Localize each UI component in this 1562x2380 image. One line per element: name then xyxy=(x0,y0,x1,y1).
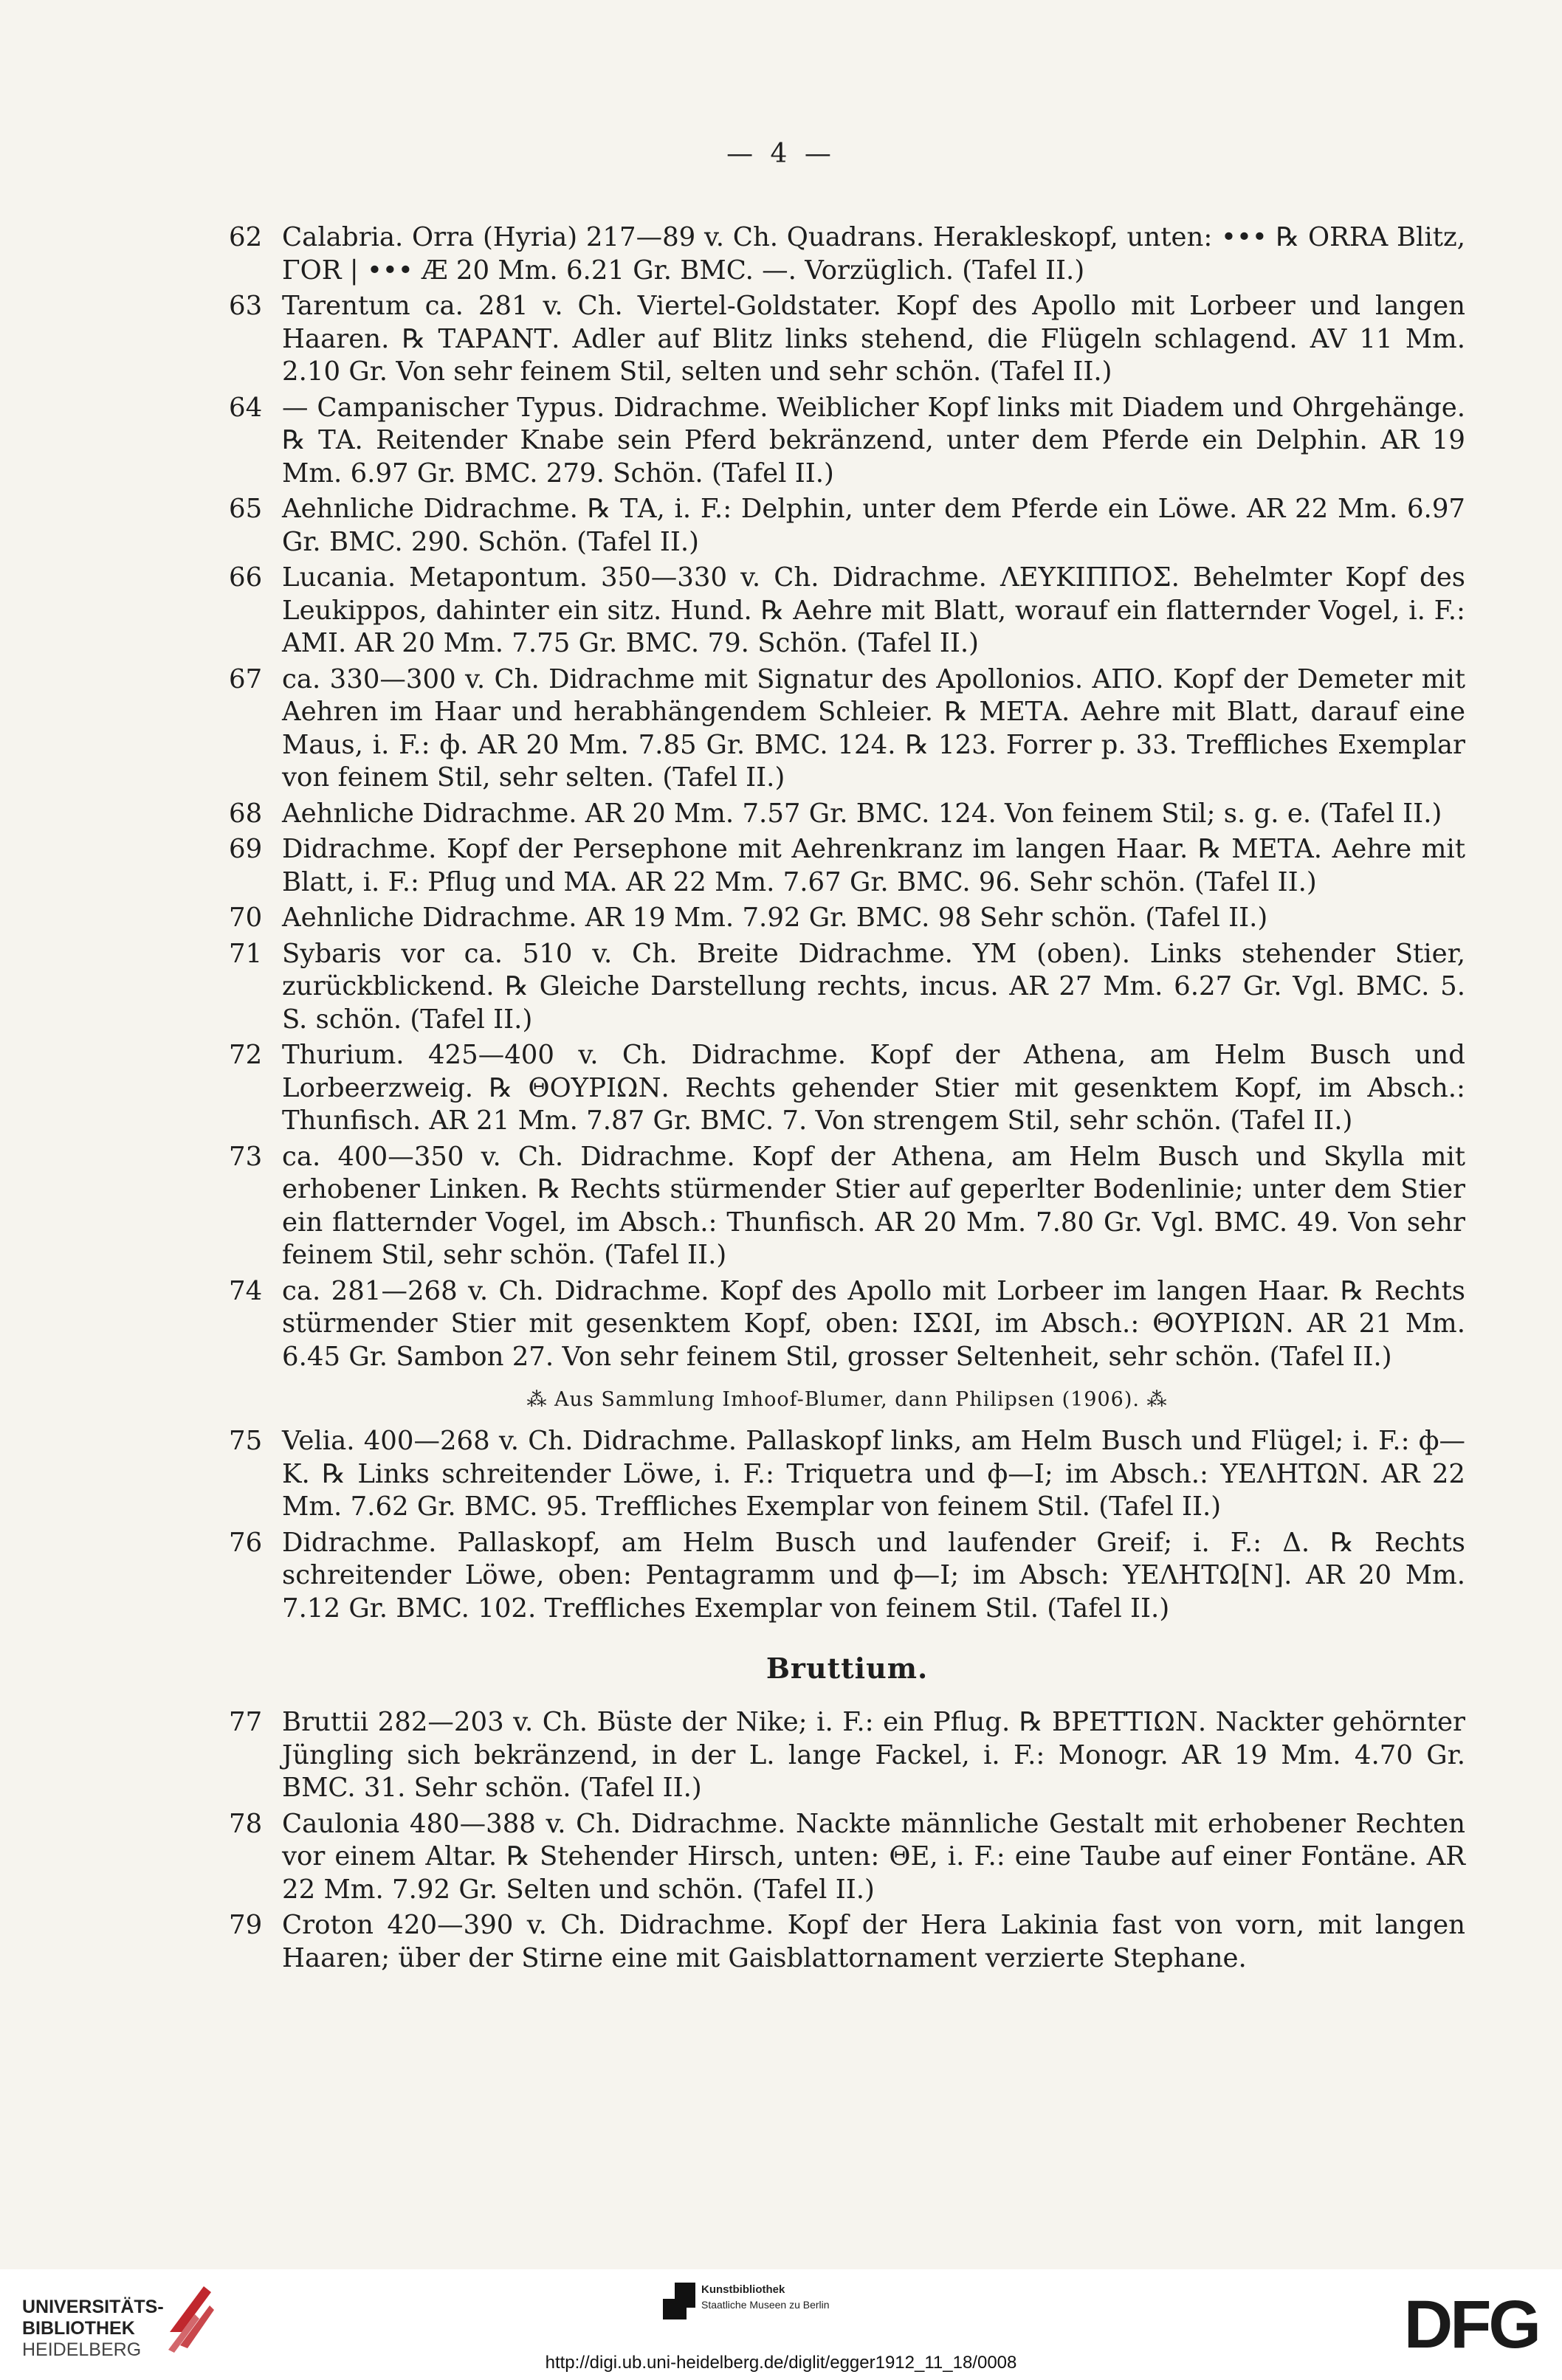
provenance-note: ⁂ Aus Sammlung Imhoof-Blumer, dann Philipsen (1906). ⁂ xyxy=(526,1388,1168,1411)
entry-number: 69 xyxy=(229,834,263,864)
logo-line-1: UNIVERSITÄTS- xyxy=(22,2297,164,2317)
entry-group-velia xyxy=(229,1425,1465,1625)
entry-number: 72 xyxy=(229,1040,263,1070)
entry-text: Tarentum ca. 281 v. Ch. Viertel-Goldstater. Kopf des Apollo mit Lorbeer und langen Haaren. ℞ ΤΑΡΑΝΤ. Adler auf Blitz links stehend, die Flügeln schlagend. AV 11 Mm. 2.10 Gr. Von sehr feinem Stil, selten und sehr schön. (Tafel II.) xyxy=(282,291,1465,387)
entry-text: Lucania. Metapontum. 350—330 v. Ch. Didrachme. ΛΕΥΚΙΠΠΟΣ. Behelmter Kopf des Leukippos, dahinter ein sitz. Hund. ℞ Aehre mit Blatt, worauf ein flatternder Vogel, i. F.: ΑΜΙ. AR 20 Mm. 7.75 Gr. BMC. 79. Schön. (Tafel II.) xyxy=(282,562,1465,658)
entry-text: Aehnliche Didrachme. ℞ ΤΑ, i. F.: Delphin, unter dem Pferde ein Löwe. AR 22 Mm. 6.97 Gr. BMC. 290. Schön. (Tafel II.) xyxy=(282,494,1465,557)
page-number: — 4 — xyxy=(726,139,836,169)
section-heading-bruttium: Bruttium. xyxy=(765,1652,929,1685)
entry-number: 76 xyxy=(229,1527,263,1558)
entry-group-bruttium xyxy=(229,1706,1465,1975)
catalogue-entry-79 xyxy=(229,1909,1465,1975)
entry-text: Velia. 400—268 v. Ch. Didrachme. Pallaskopf links, am Helm Busch und Flügel; i. F.: ф—Κ. ℞ Links schreitender Löwe, i. F.: Triquetra und ф—Ι; im Absch.: ΥΕΛΗΤΩΝ. AR 22 Mm. 7.62 Gr. BMC. 95. Treffliches Exemplar von feinem Stil. (Tafel II.) xyxy=(282,1426,1465,1522)
logo-line-3: HEIDELBERG xyxy=(22,2339,142,2360)
catalogue-entries xyxy=(229,221,1465,1978)
catalogue-entry-62 xyxy=(229,221,1465,287)
catalogue-entry-72 xyxy=(229,1039,1465,1138)
entry-text: ca. 330—300 v. Ch. Didrachme mit Signatur des Apollonios. ΑΠΟ. Kopf der Demeter mit Aehren im Haar und herabhängendem Schleier. ℞ ΜΕΤΑ. Aehre mit Blatt, darauf eine Maus, i. F.: ф. AR 20 Mm. 7.85 Gr. BMC. 124. ℞ 123. Forrer p. 33. Treffliches Exemplar von feinem Stil, sehr selten. (Tafel II.) xyxy=(282,663,1465,793)
entry-group-calabria-lucania xyxy=(229,221,1465,1373)
entry-text: ca. 281—268 v. Ch. Didrachme. Kopf des Apollo mit Lorbeer im langen Haar. ℞ Rechts stürmender Stier mit gesenktem Kopf, oben: ΙΣΩΙ, im Absch.: ΘΟΥΡΙΩΝ. AR 21 Mm. 6.45 Gr. Sambon 27. Von sehr feinem Stil, grosser Seltenheit, sehr schön. (Tafel II.) xyxy=(282,1275,1465,1372)
entry-text: Calabria. Orra (Hyria) 217—89 v. Ch. Quadrans. Herakleskopf, unten: ••• ℞ ORRA Blitz, ΓΟR | ••• Æ 20 Mm. 6.21 Gr. BMC. —. Vorzüglich. (Tafel II.) xyxy=(282,222,1465,286)
catalogue-entry-68 xyxy=(229,798,1465,831)
entry-number: 70 xyxy=(229,903,263,933)
catalogue-entry-71 xyxy=(229,938,1465,1037)
catalogue-entry-66 xyxy=(229,562,1465,660)
kunstbibliothek-logo-text[interactable] xyxy=(701,2282,830,2312)
entry-text: Didrachme. Kopf der Persephone mit Aehrenkranz im langen Haar. ℞ ΜΕΤΑ. Aehre mit Blatt, i. F.: Pflug und ΜΑ. AR 22 Mm. 7.67 Gr. BMC. 96. Sehr schön. (Tafel II.) xyxy=(282,834,1465,897)
entry-text: ca. 400—350 v. Ch. Didrachme. Kopf der Athena, am Helm Busch und Skylla mit erhobener Linken. ℞ Rechts stürmender Stier auf geperlter Bodenlinie; unter dem Stier ein flatternder Vogel, im Absch.: Thunfisch. AR 20 Mm. 7.80 Gr. Vgl. BMC. 49. Von sehr feinem Stil, sehr schön. (Tafel II.) xyxy=(282,1141,1465,1270)
kunstbibliothek-logo-icon xyxy=(663,2283,695,2319)
catalogue-entry-64 xyxy=(229,392,1465,491)
entry-number: 66 xyxy=(229,562,263,593)
catalogue-entry-78 xyxy=(229,1808,1465,1907)
catalogue-entry-75 xyxy=(229,1425,1465,1524)
catalogue-entry-77 xyxy=(229,1706,1465,1805)
catalogue-entry-69 xyxy=(229,833,1465,899)
entry-text: Bruttii 282—203 v. Ch. Büste der Nike; i. F.: ein Pflug. ℞ ΒΡΕΤΤΙΩΝ. Nackter gehörnter Jüngling sich bekränzend, in der L. lange Fackel, i. F.: Monogr. AR 19 Mm. 4.70 Gr. BMC. 31. Sehr schön. (Tafel II.) xyxy=(282,1707,1465,1803)
catalogue-entry-73 xyxy=(229,1141,1465,1272)
catalogue-entry-63 xyxy=(229,290,1465,389)
catalogue-entry-70 xyxy=(229,902,1465,935)
entry-number: 67 xyxy=(229,663,263,694)
entry-number: 71 xyxy=(229,938,263,969)
entry-text: Aehnliche Didrachme. AR 20 Mm. 7.57 Gr. BMC. 124. Von feinem Stil; s. g. e. (Tafel II.) xyxy=(282,798,1442,829)
entry-number: 62 xyxy=(229,222,263,252)
entry-text: Caulonia 480—388 v. Ch. Didrachme. Nackte männliche Gestalt mit erhobener Rechten vor einem Altar. ℞ Stehender Hirsch, unten: ΘΕ, i. F.: eine Taube auf einer Fontäne. AR 22 Mm. 7.92 Gr. Selten und schön. (Tafel II.) xyxy=(282,1808,1465,1905)
entry-number: 78 xyxy=(229,1808,263,1839)
permalink-url[interactable]: http://digi.ub.uni-heidelberg.de/diglit/egger1912_11_18/0008 xyxy=(545,2353,1017,2373)
kb-subtitle: Staatliche Museen zu Berlin xyxy=(701,2299,830,2311)
catalogue-entry-67 xyxy=(229,663,1465,795)
catalogue-entry-65 xyxy=(229,493,1465,559)
entry-number: 68 xyxy=(229,798,263,829)
catalogue-entry-74 xyxy=(229,1275,1465,1374)
entry-number: 73 xyxy=(229,1141,263,1172)
entry-number: 64 xyxy=(229,392,263,423)
entry-text: Croton 420—390 v. Ch. Didrachme. Kopf der Hera Lakinia fast von vorn, mit langen Haaren; über der Stirne eine mit Gaisblattornament verzierte Stephane. xyxy=(282,1910,1465,1973)
entry-text: — Campanischer Typus. Didrachme. Weiblicher Kopf links mit Diadem und Ohrgehänge. ℞ ΤΑ. Reitender Knabe sein Pferd bekränzend, unter dem Pferde ein Delphin. AR 19 Mm. 6.97 Gr. BMC. 279. Schön. (Tafel II.) xyxy=(282,392,1465,489)
entry-number: 77 xyxy=(229,1707,263,1737)
university-library-logo-text[interactable] xyxy=(22,2297,164,2361)
dfg-logo[interactable]: DFG xyxy=(1403,2287,1538,2362)
catalogue-entry-76 xyxy=(229,1527,1465,1626)
entry-text: Sybaris vor ca. 510 v. Ch. Breite Didrachme. ΥΜ (oben). Links stehender Stier, zurückblickend. ℞ Gleiche Darstellung rechts, incus. AR 27 Mm. 6.27 Gr. Vgl. BMC. 5. S. schön. (Tafel II.) xyxy=(282,938,1465,1035)
kb-name: Kunstbibliothek xyxy=(701,2283,785,2296)
entry-number: 65 xyxy=(229,494,263,524)
entry-number: 75 xyxy=(229,1426,263,1456)
university-library-logo-icon xyxy=(165,2280,217,2354)
logo-line-2: BIBLIOTHEK xyxy=(22,2318,135,2339)
entry-number: 63 xyxy=(229,291,263,321)
entry-number: 74 xyxy=(229,1275,263,1306)
entry-text: Thurium. 425—400 v. Ch. Didrachme. Kopf der Athena, am Helm Busch und Lorbeerzweig. ℞ ΘΟΥΡΙΩΝ. Rechts gehender Stier mit gesenktem Kopf, im Absch.: Thunfisch. AR 21 Mm. 7.87 Gr. BMC. 7. Von strengem Stil, sehr schön. (Tafel II.) xyxy=(282,1040,1465,1136)
entry-text: Aehnliche Didrachme. AR 19 Mm. 7.92 Gr. BMC. 98 Sehr schön. (Tafel II.) xyxy=(282,903,1268,933)
entry-text: Didrachme. Pallaskopf, am Helm Busch und laufender Greif; i. F.: Δ. ℞ Rechts schreitender Löwe, oben: Pentagramm und ф—Ι; im Absch: ΥΕΛΗΤΩ[Ν]. AR 20 Mm. 7.12 Gr. BMC. 102. Treffliches Exemplar von feinem Stil. (Tafel II.) xyxy=(282,1527,1465,1624)
entry-number: 79 xyxy=(229,1910,263,1940)
